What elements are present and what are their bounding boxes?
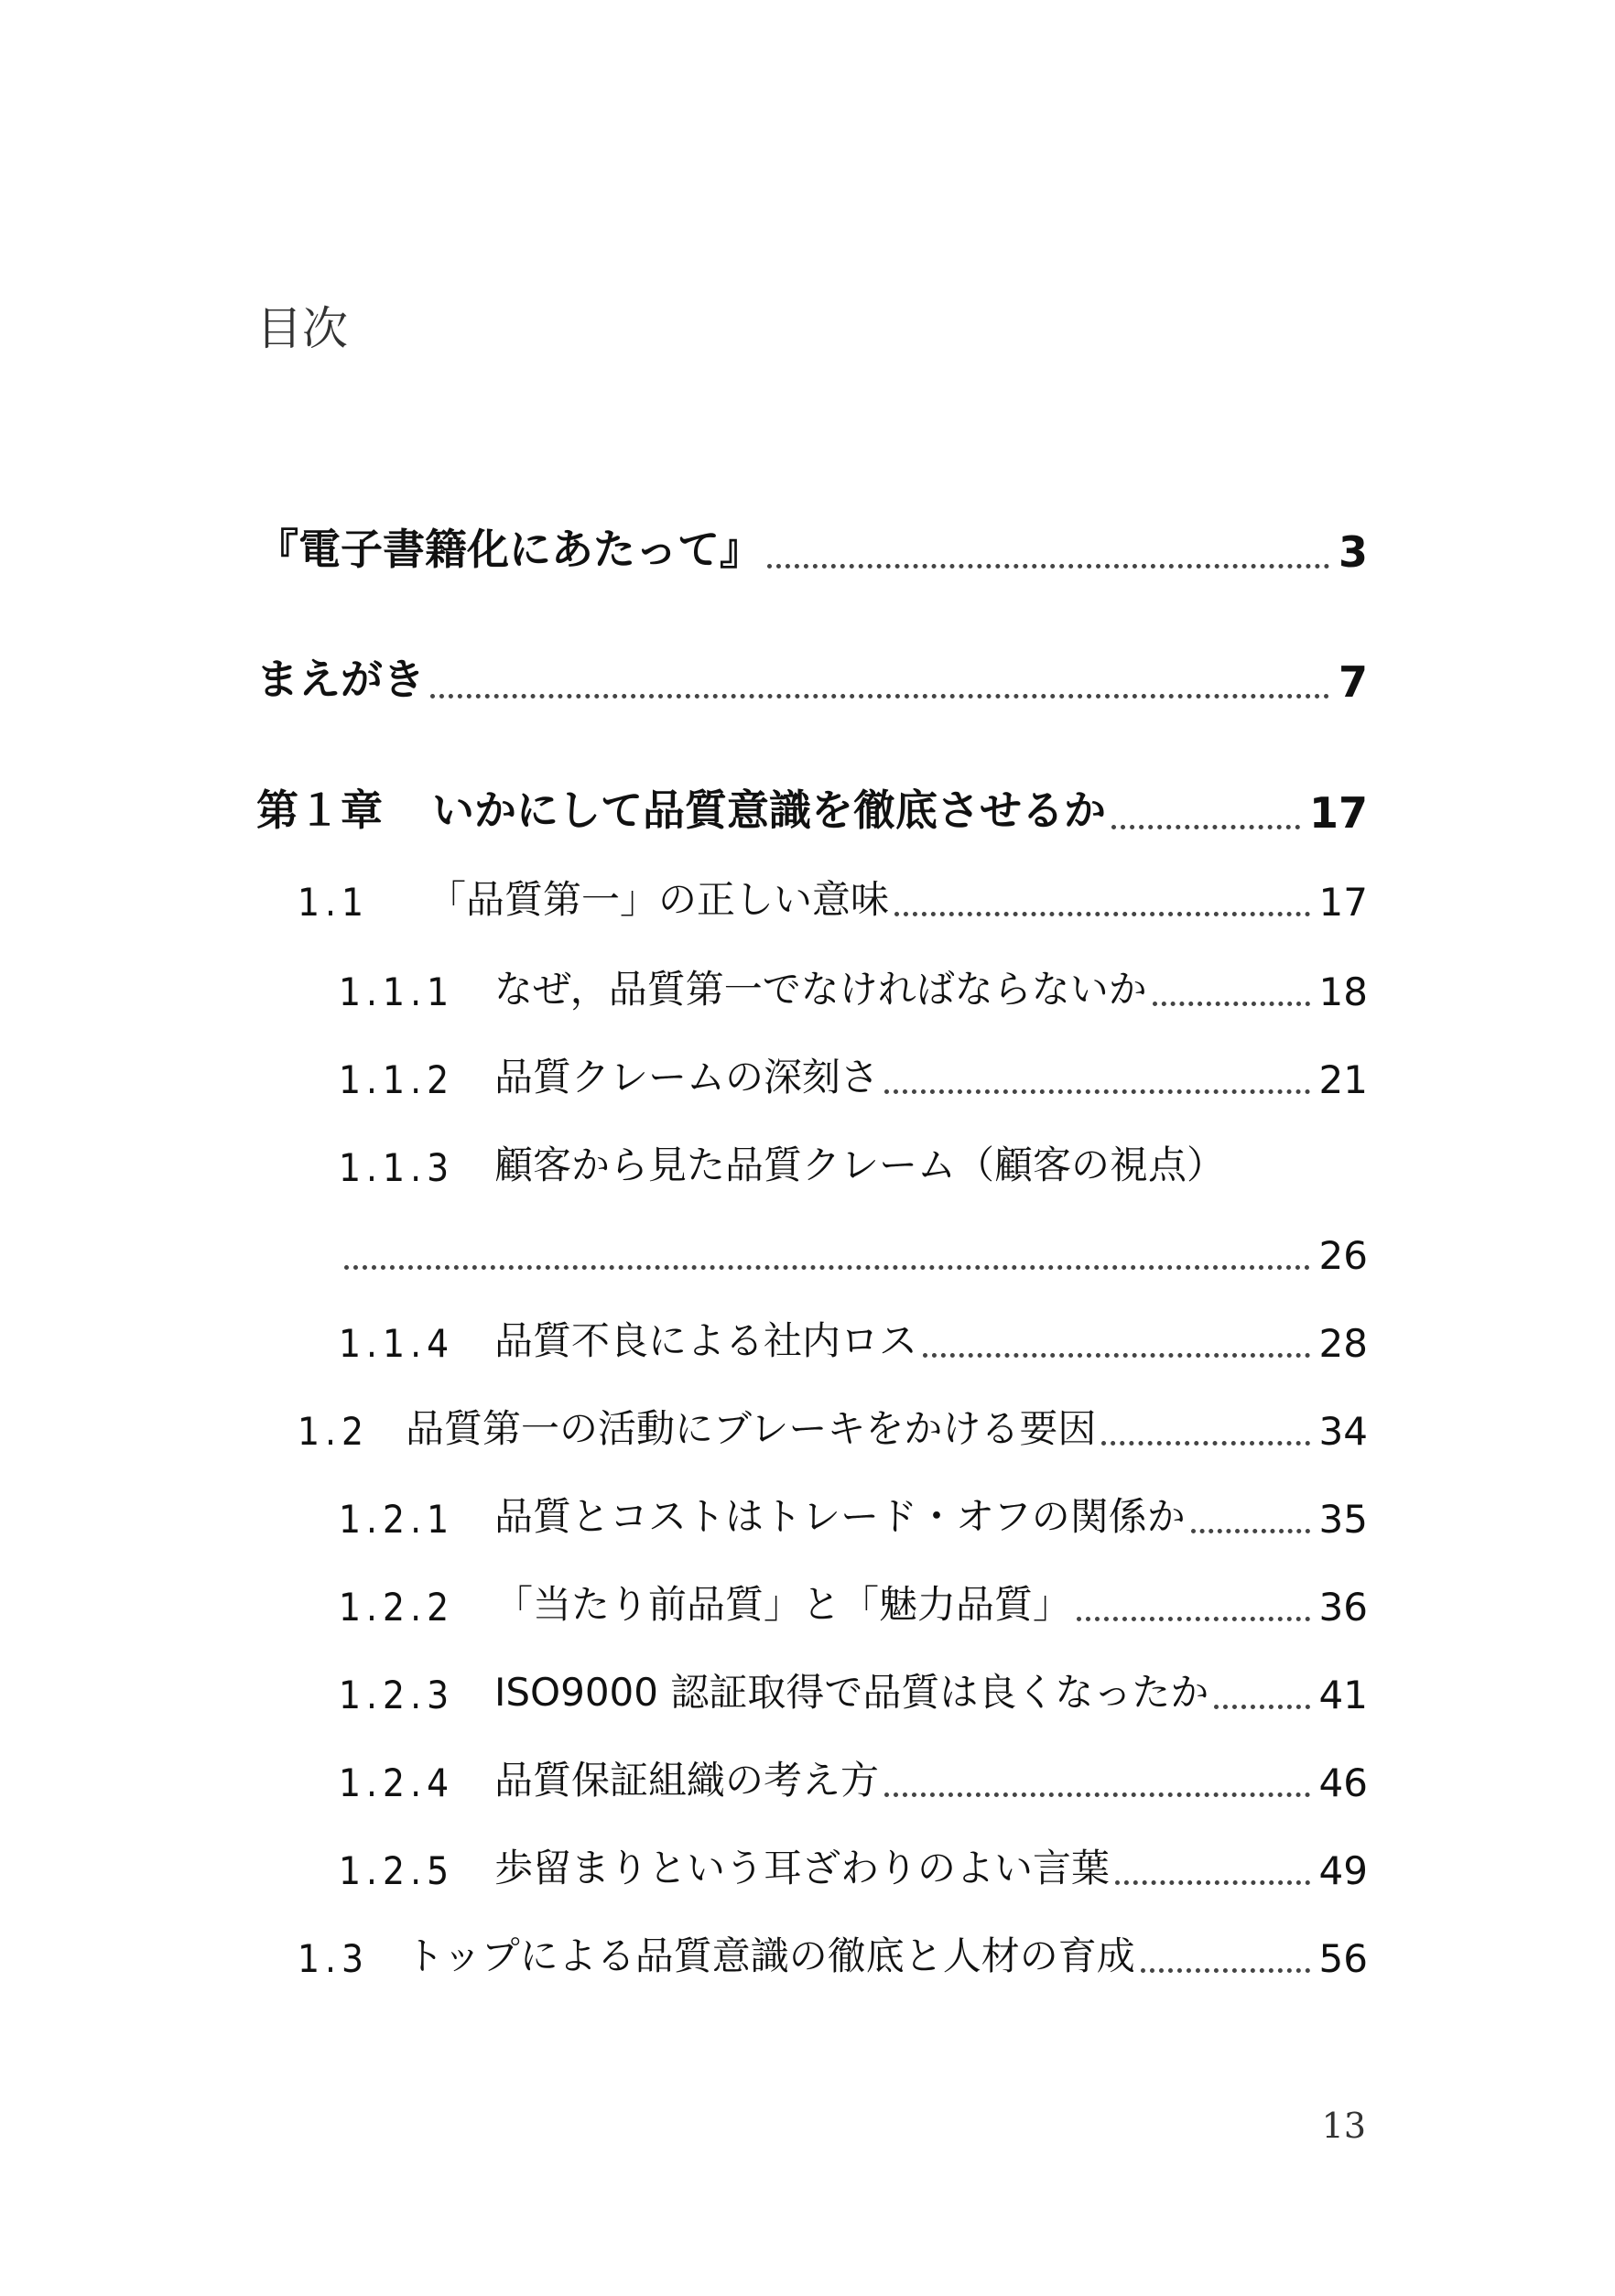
dot-leader [894, 899, 1310, 916]
toc-entry-page: 41 [1318, 1673, 1368, 1717]
toc-entry-1-1-3[interactable] [339, 1135, 1368, 1190]
dot-leader [923, 1340, 1310, 1358]
toc-entry-1-1-3-continued[interactable] [344, 1223, 1368, 1278]
section-number: 1.2.1 [339, 1497, 455, 1542]
toc-entry-label: 「品質第一」の正しい意味 [428, 877, 890, 922]
section-number: 1.3 [298, 1936, 370, 1981]
toc-entry-page: 46 [1318, 1760, 1368, 1805]
dot-leader [1101, 1428, 1309, 1446]
toc-entry-label: 品質不良による社内ロス [494, 1318, 918, 1363]
dot-leader [1077, 1604, 1310, 1621]
section-number: 1.2 [298, 1409, 370, 1454]
dot-leader [767, 551, 1329, 569]
toc-entry-label: 『電子書籍化にあたって』 [256, 525, 762, 574]
toc-entry-label: 品質保証組織の考え方 [494, 1758, 880, 1803]
toc-entry-chapter-1[interactable] [256, 783, 1368, 838]
toc-entry-1-1-2[interactable] [339, 1047, 1368, 1102]
dot-leader [884, 1077, 1310, 1094]
dot-leader [1141, 1955, 1310, 1973]
toc-entry-front-2[interactable] [256, 652, 1368, 707]
toc-entry-page: 49 [1318, 1848, 1368, 1893]
toc-entry-page: 21 [1318, 1057, 1368, 1102]
toc-entry-page: 26 [1318, 1233, 1368, 1278]
toc-entry-page: 3 [1338, 527, 1368, 577]
toc-entry-1-2-4[interactable] [339, 1750, 1368, 1805]
toc-entry-label: まえがき [256, 655, 425, 704]
toc-entry-page: 35 [1318, 1497, 1368, 1542]
dot-leader [1115, 1868, 1310, 1885]
section-number: 1.1.2 [339, 1057, 455, 1102]
toc-entry-1-2-3[interactable] [339, 1662, 1368, 1717]
toc-entry-label: 顧客から見た品質クレーム（顧客の視点） [494, 1143, 1226, 1187]
dot-leader [1111, 812, 1300, 829]
section-number: 1.2.4 [339, 1760, 455, 1805]
toc-entry-1-3[interactable] [298, 1926, 1368, 1981]
section-number: 1.1.4 [339, 1321, 455, 1366]
toc-entry-label: 「当たり前品質」と「魅力品質」 [494, 1582, 1072, 1627]
toc-entry-1-1-4[interactable] [339, 1311, 1368, 1366]
toc-entry-label: いかにして品質意識を徹底させるか [432, 785, 1106, 835]
toc-entry-1-1-1[interactable] [339, 959, 1368, 1014]
toc-entry-1-2-5[interactable] [339, 1838, 1368, 1893]
toc-entry-page: 36 [1318, 1585, 1368, 1630]
toc-entry-front-1[interactable] [256, 522, 1368, 577]
toc-entry-1-2[interactable] [298, 1399, 1368, 1454]
dot-leader [1191, 1516, 1310, 1533]
dot-leader [430, 681, 1329, 699]
toc-entry-1-2-2[interactable] [339, 1575, 1368, 1630]
toc-entry-label: 品質第一の活動にブレーキをかける要因 [406, 1406, 1097, 1451]
toc-entry-label: トップによる品質意識の徹底と人材の育成 [406, 1933, 1135, 1978]
toc-entry-label: 歩留まりという耳ざわりのよい言葉 [494, 1846, 1111, 1890]
dot-leader [1153, 989, 1310, 1006]
toc-entry-label: 品質クレームの深刻さ [494, 1055, 880, 1099]
dot-leader [1214, 1692, 1309, 1709]
toc-entry-1-2-1[interactable] [339, 1487, 1368, 1542]
toc-entry-page: 18 [1318, 969, 1368, 1014]
section-number: 1.2.3 [339, 1673, 455, 1717]
page-number: 13 [1321, 2106, 1366, 2146]
section-number: 1.2.5 [339, 1848, 455, 1893]
section-number: 1.2.2 [339, 1585, 455, 1630]
dot-leader [344, 1252, 1310, 1270]
section-number: 1.1.3 [339, 1145, 455, 1190]
toc-entry-page: 7 [1338, 657, 1368, 707]
toc-entry-label: 品質とコストはトレード・オフの関係か [494, 1494, 1186, 1539]
section-number: 1.1.1 [339, 969, 455, 1014]
toc-entry-page: 28 [1318, 1321, 1368, 1366]
toc-entry-page: 56 [1318, 1936, 1368, 1981]
toc-entry-label: なぜ，品質第一でなければならないか [494, 967, 1147, 1012]
toc-entry-page: 34 [1318, 1409, 1368, 1454]
toc-entry-1-1[interactable] [298, 870, 1368, 925]
toc-entry-label: ISO9000 認証取得で品質は良くなったか [494, 1670, 1209, 1715]
page-title: 目次 [256, 302, 348, 355]
chapter-number: 第１章 [256, 785, 383, 835]
section-number: 1.1 [298, 880, 370, 925]
toc-entry-page: 17 [1318, 880, 1368, 925]
toc-entry-page: 17 [1308, 788, 1368, 838]
dot-leader [884, 1780, 1310, 1797]
